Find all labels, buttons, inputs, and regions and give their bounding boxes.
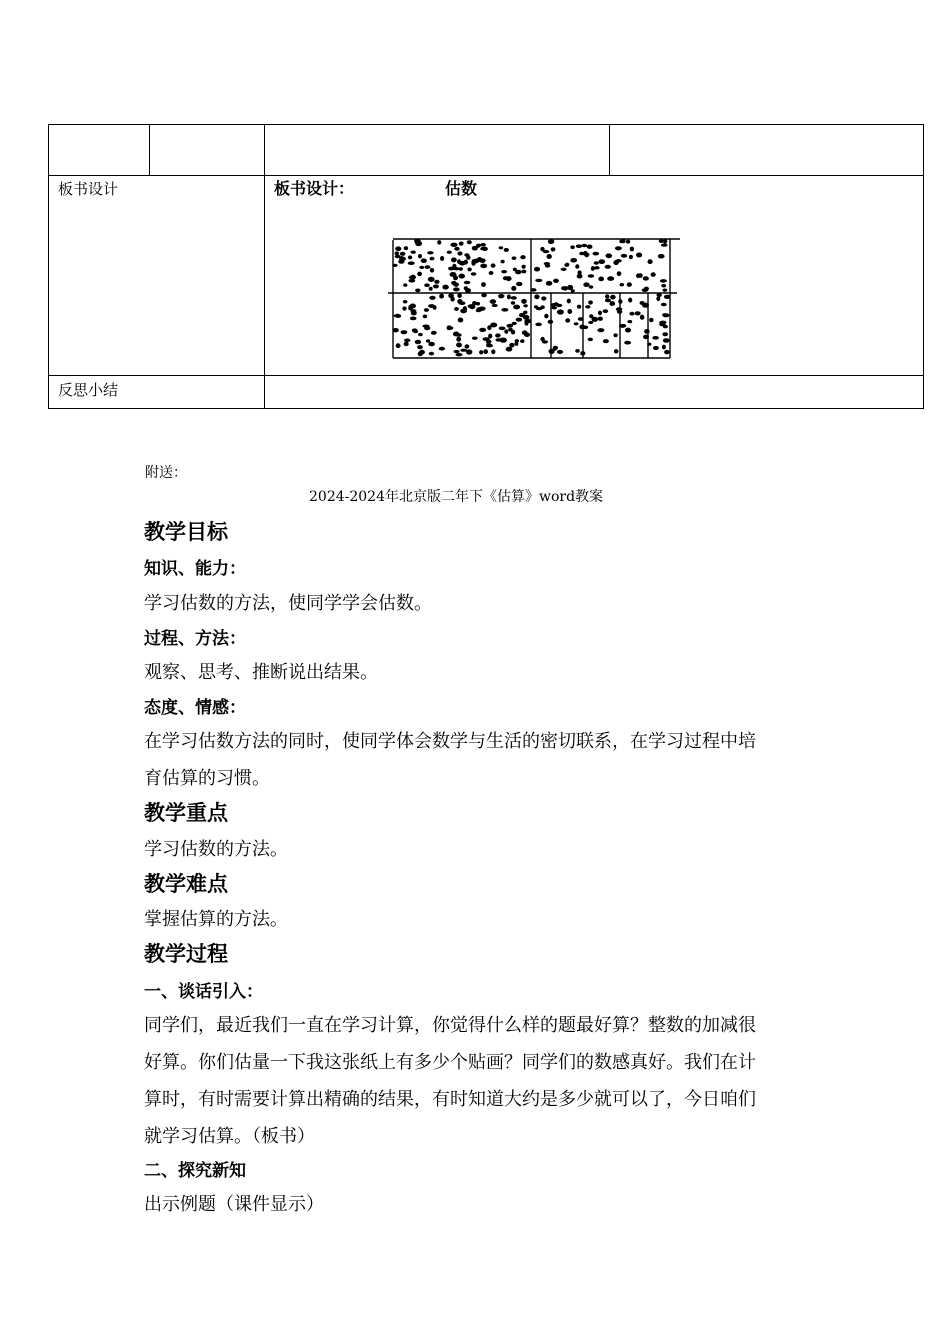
dot [410,317,417,321]
dot [592,317,599,322]
dot [454,350,460,353]
dot [644,287,649,291]
dot [456,353,463,356]
dot [471,272,477,275]
dot [395,246,401,251]
dot [512,256,517,260]
step2-heading: 二、探究新知 [144,1161,246,1181]
dot [472,301,477,305]
dot [657,293,662,297]
dot [400,252,406,256]
dot [456,337,461,342]
step2-text: 出示例题（课件显示） [144,1194,324,1215]
table-border-left [48,124,49,409]
dot [553,279,559,283]
dot [458,318,464,323]
dot [663,338,670,343]
dot [417,272,422,277]
dot [450,243,457,247]
dot [561,268,567,271]
dot [395,314,399,318]
dot [593,252,600,256]
step1-text-line: 算时，有时需要计算出精确的结果，有时知道大约是多少就可以了，今日咱们 [144,1089,756,1110]
dot [585,305,590,308]
dot [501,260,505,264]
dot [603,309,609,313]
dot [404,246,408,250]
dot [607,276,614,281]
process-text: 观察、思考、推断说出结果。 [144,662,378,683]
dot [408,307,412,311]
dot [621,254,628,258]
dot [630,247,634,252]
dot [547,254,552,259]
table-col-divider [149,124,150,176]
dot [511,296,517,300]
dot [557,350,563,354]
dot [424,283,430,287]
dot [507,294,511,299]
dot [472,337,478,340]
dot [662,313,666,316]
dot [421,258,427,263]
dot [536,307,543,310]
dot [515,339,519,343]
dot [599,259,606,264]
dot [521,270,526,274]
dot [404,339,410,343]
board-design-title-label: 板书设计： [274,179,355,198]
dot [437,240,441,245]
dot [584,253,590,256]
dot [548,239,554,244]
dot [467,240,472,244]
dot [408,255,412,259]
dot [439,347,445,351]
dot [511,330,515,335]
dot [411,251,416,254]
dot [661,284,666,288]
dot [431,331,437,335]
dot [466,349,472,354]
reflection-label: 反思小结 [58,381,119,399]
dot [430,268,434,273]
dot [479,307,486,311]
dot [519,313,525,317]
table-border-right [923,124,924,409]
dot [576,244,582,248]
dot [418,333,423,336]
dot [429,352,434,356]
dot [450,272,457,277]
dot [658,254,665,259]
dot [453,332,459,337]
dot [627,320,632,323]
dot [565,318,570,322]
dot [506,347,513,352]
dot [499,246,504,249]
attitude-text-line: 育估算的习惯。 [144,768,270,789]
dot [523,304,527,307]
dot [567,299,571,304]
dot [620,283,625,286]
dot [551,247,556,251]
dot [522,265,526,269]
dot [516,318,523,322]
table-row-divider [48,175,924,176]
dot [629,255,633,259]
knowledge-text: 学习估数的方法，使同学学会估数。 [144,593,432,614]
dot [395,251,399,255]
dot [402,306,406,310]
dot [656,297,660,302]
dot-estimation-diagram [385,230,680,365]
dot [491,263,496,267]
dot [557,309,564,314]
dot [464,286,468,290]
dot [640,315,645,320]
dot [471,261,475,266]
dot [588,300,593,304]
key-text: 学习估数的方法。 [144,839,288,860]
dot [610,295,616,300]
dot [636,253,642,258]
dot [453,267,460,270]
dot [500,338,504,342]
attitude-text-line: 在学习估数方法的同时，使同学体会数学与生活的密切联系，在学习过程中培 [144,731,756,752]
process-heading: 过程、方法： [144,629,246,649]
dot [598,311,602,316]
dot [464,253,469,257]
dot [582,244,588,248]
dot [524,332,530,337]
dot [481,282,486,287]
dot [649,318,653,323]
dot [434,280,439,284]
dot [428,342,435,346]
dot [546,281,553,286]
dot [594,266,600,269]
board-design-label: 板书设计 [58,180,119,198]
dot [659,239,664,243]
step1-heading: 一、谈话引入： [144,982,263,1002]
dot [423,315,428,319]
dot [472,246,478,251]
dot [457,293,462,298]
dot [664,350,670,354]
dot [635,311,641,315]
dot [492,304,498,307]
step1-text-line: 同学们，最近我们一直在学习计算，你觉得什么样的题最好算？整数的加减很 [144,1015,756,1036]
goals-heading: 教学目标 [144,520,228,544]
dot [457,299,462,304]
dot [424,308,429,312]
dot [512,322,517,325]
dot [614,349,619,353]
dot [561,286,566,290]
table-border-top [48,124,924,125]
dot [575,264,579,268]
dot [570,245,574,249]
dot [459,261,466,266]
dot [598,317,603,321]
dot [662,332,668,336]
board-design-title-value: 估数 [445,179,478,198]
dot [489,271,494,275]
dot [564,263,568,266]
dot [408,261,415,265]
dot [410,275,416,280]
dot [477,257,482,262]
dot [605,299,611,303]
dot [401,330,408,334]
dot [490,323,497,328]
dot [577,274,583,279]
difficult-text: 掌握估算的方法。 [144,909,288,930]
dot [491,349,495,354]
dot [651,272,656,277]
dot [610,301,615,305]
dot [663,239,667,243]
dot [606,253,613,258]
dot [495,333,501,337]
dot [457,251,462,255]
dot [554,302,559,306]
key-heading: 教学重点 [144,801,228,825]
dot [643,276,649,280]
dot [465,344,470,348]
dot [479,328,486,332]
dot [480,264,487,269]
dot [653,346,659,350]
dot [525,321,529,326]
dot [516,282,522,286]
step1-text-line: 就学习估算。（板书） [144,1126,315,1147]
dot [501,270,507,273]
dot [574,322,579,325]
dot [486,343,490,347]
dot [428,277,435,282]
dot [663,289,668,292]
dot [603,339,609,343]
dot [440,256,444,261]
dot [588,338,593,342]
dot [480,247,486,251]
dot [624,341,631,345]
dot [605,294,609,298]
dot [587,245,593,249]
dot [509,343,514,348]
dot [661,243,668,246]
dot [453,283,458,286]
dot [501,308,508,312]
dot [543,250,550,253]
dot [439,294,444,299]
dot [481,293,487,297]
table-row-divider [48,375,924,376]
dot [490,299,496,304]
dot [480,243,486,247]
dot [627,282,632,287]
attitude-heading: 态度、情感： [144,698,246,718]
dot [429,296,435,300]
difficult-heading: 教学难点 [144,872,228,896]
dot [520,339,524,343]
dot [588,274,594,277]
table-col-divider [264,124,265,409]
dot [404,342,409,346]
dot [454,247,460,251]
dot [597,328,604,332]
dot [617,271,622,276]
dot [419,350,425,355]
dot [428,304,435,308]
dot [648,259,653,264]
dot [659,322,666,326]
dot [540,337,544,341]
dot [613,333,617,337]
knowledge-heading: 知识、能力： [144,559,246,579]
dot [429,287,433,291]
dot [534,267,540,272]
dot [652,336,659,340]
dot [396,343,401,348]
dot [448,293,454,298]
dot [588,321,593,324]
dot [535,323,542,327]
dot [589,285,594,289]
dot [616,307,623,311]
dot [498,294,504,298]
dot [660,279,667,283]
dot [615,246,622,250]
dot [551,306,557,309]
dot [426,339,430,342]
dot [456,343,462,348]
dot [417,345,423,349]
dot [515,270,522,275]
dot [430,257,435,261]
dot [644,329,650,334]
dot [511,286,516,291]
dot [628,298,632,303]
step1-text-line: 好算。你们估量一下我这张纸上有多少个贴画？同学们的数感真好。我们在计 [144,1052,756,1073]
dot [479,350,483,354]
dot [451,257,457,262]
dot [661,303,667,307]
dot [535,279,542,282]
dot [567,285,573,290]
dot [427,251,433,254]
dot [521,299,527,304]
dot [577,305,581,309]
dot [598,277,604,282]
dot [541,296,546,300]
dot [415,289,420,293]
dot [544,262,550,265]
dot [570,258,577,263]
dot [442,285,448,290]
dot [464,281,471,284]
dot [579,252,584,256]
dot [626,240,630,244]
dot [458,274,465,279]
dot [499,327,506,331]
doc-subtitle: 2024-2024年北京版二年下《估算》word教案 [309,489,604,505]
dot [638,273,642,278]
dot [620,324,626,328]
dot [403,300,408,303]
dot [403,283,407,286]
dot [575,349,580,353]
dot [615,259,622,262]
table-border-bottom [48,408,924,409]
dot [513,305,520,310]
table-col-divider [609,124,610,176]
dot [534,294,539,299]
dot [433,284,439,288]
dot [662,345,666,350]
dot [483,349,488,354]
dot [520,255,525,259]
dot [454,307,459,311]
dot [504,329,508,333]
dot [506,276,512,281]
dot [418,254,422,258]
dot [605,265,611,269]
dot [414,330,418,333]
dot [625,328,631,333]
dot [504,248,509,252]
procedure-heading: 教学过程 [144,942,228,966]
dot [567,309,572,314]
dot [425,265,431,269]
dot [459,242,464,246]
dot [629,312,634,316]
dot [467,267,471,271]
dot [447,251,452,254]
dot [583,282,589,287]
dot [453,287,460,291]
dot [594,261,599,264]
dot [419,266,424,269]
dot [511,301,515,305]
dot [415,340,421,345]
dot [460,309,467,314]
dot [447,325,452,330]
appendix-label: 附送： [145,465,187,481]
dot [395,255,401,258]
dot [422,325,429,328]
dot [544,314,548,319]
